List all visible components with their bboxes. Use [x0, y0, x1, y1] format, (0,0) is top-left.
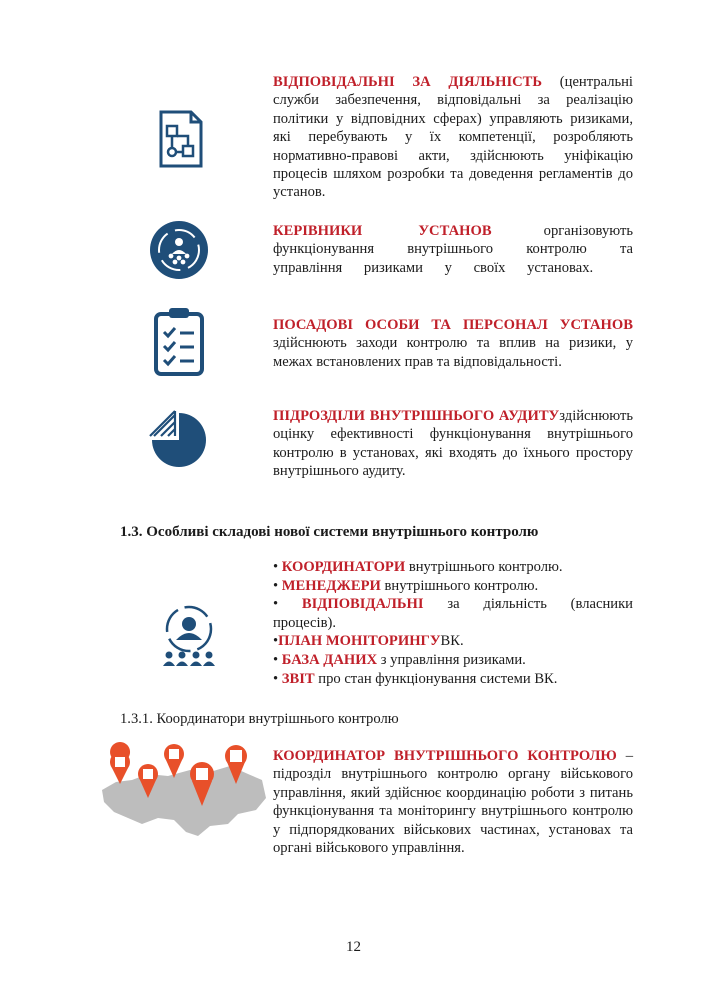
list-item: • ВІДПОВІДАЛЬНІ за діяльність (власники процесів).: [273, 596, 633, 631]
list-item: • МЕНЕДЖЕРИ внутрішнього контролю.: [273, 577, 539, 594]
subsection-heading: 1.3.1. Координатори внутрішнього контролю: [120, 711, 399, 727]
term-responsible-activity: ВІДПОВІДАЛЬНІ ЗА ДІЯЛЬНІСТЬ: [273, 74, 543, 90]
paragraph-officials-personnel: ПОСАДОВІ ОСОБИ ТА ПЕРСОНАЛ УСТАНОВ здійснюють заходи контролю та вплив на ризики, у межах встановлених прав та відповідальності.: [273, 317, 633, 370]
term-internal-audit-units: ПІДРОЗДІЛИ ВНУТРІШНЬОГО АУДИТУ: [273, 408, 560, 424]
term-heads-of-institutions: КЕРІВНИКИ УСТАНОВ: [273, 223, 492, 239]
term-officials-personnel: ПОСАДОВІ ОСОБИ ТА ПЕРСОНАЛ УСТАНОВ: [273, 317, 633, 333]
paragraph-internal-audit-units: ПІДРОЗДІЛИ ВНУТРІШНЬОГО АУДИТУздійснюють оцінку ефективності функціонування внутрішнього контролю в установах, які входять до їхнього простору внутрішнього аудиту.: [273, 408, 633, 480]
section-heading: 1.3. Особливі складові нової системи внутрішнього контролю: [120, 524, 539, 540]
paragraph-coordinator: КООРДИНАТОР ВНУТРІШНЬОГО КОНТРОЛЮ – підрозділ внутрішнього контролю органу військового управління, який здійснює координацію роботи з питань функціонування та моніторингу внутрішнього контролю у підпорядкованих військових частинах, установах та органі військового управління.: [273, 748, 633, 857]
list-item: •ПЛАН МОНІТОРИНГУВК.: [273, 633, 464, 650]
list-item: • ЗВІТ про стан функціонування системи ВК.: [273, 670, 558, 687]
user-group-network-icon: [160, 604, 218, 670]
pie-chart-icon: [148, 409, 210, 471]
paragraph-heads-of-institutions: КЕРІВНИКИ УСТАНОВ організовують функціонування внутрішнього контролю та управління ризиками у своїх установах.: [273, 223, 633, 276]
list-item: • КООРДИНАТОРИ внутрішнього контролю.: [273, 559, 563, 575]
list-item: • БАЗА ДАНИХ з управління ризиками.: [273, 651, 526, 668]
page-number: 12: [346, 939, 361, 955]
components-list: [273, 558, 633, 688]
checklist-clipboard-icon: [153, 306, 205, 376]
process-document-icon: [155, 110, 205, 168]
map-pins-icon: [98, 740, 268, 840]
term-coordinator: КООРДИНАТОР ВНУТРІШНЬОГО КОНТРОЛЮ: [273, 748, 617, 764]
paragraph-responsible-activity: ВІДПОВІДАЛЬНІ ЗА ДІЯЛЬНІСТЬ (центральні служби забезпечення, відповідальні за реалізацію політики у відповідних сферах) управляють ризиками, які перебувають у їх компетенції, розробляють нормативно-правові акти, здійснюють уніфікацію процесів шляхом розробки та доведення регламентів до установ.: [273, 74, 633, 201]
team-management-icon: [149, 220, 209, 280]
